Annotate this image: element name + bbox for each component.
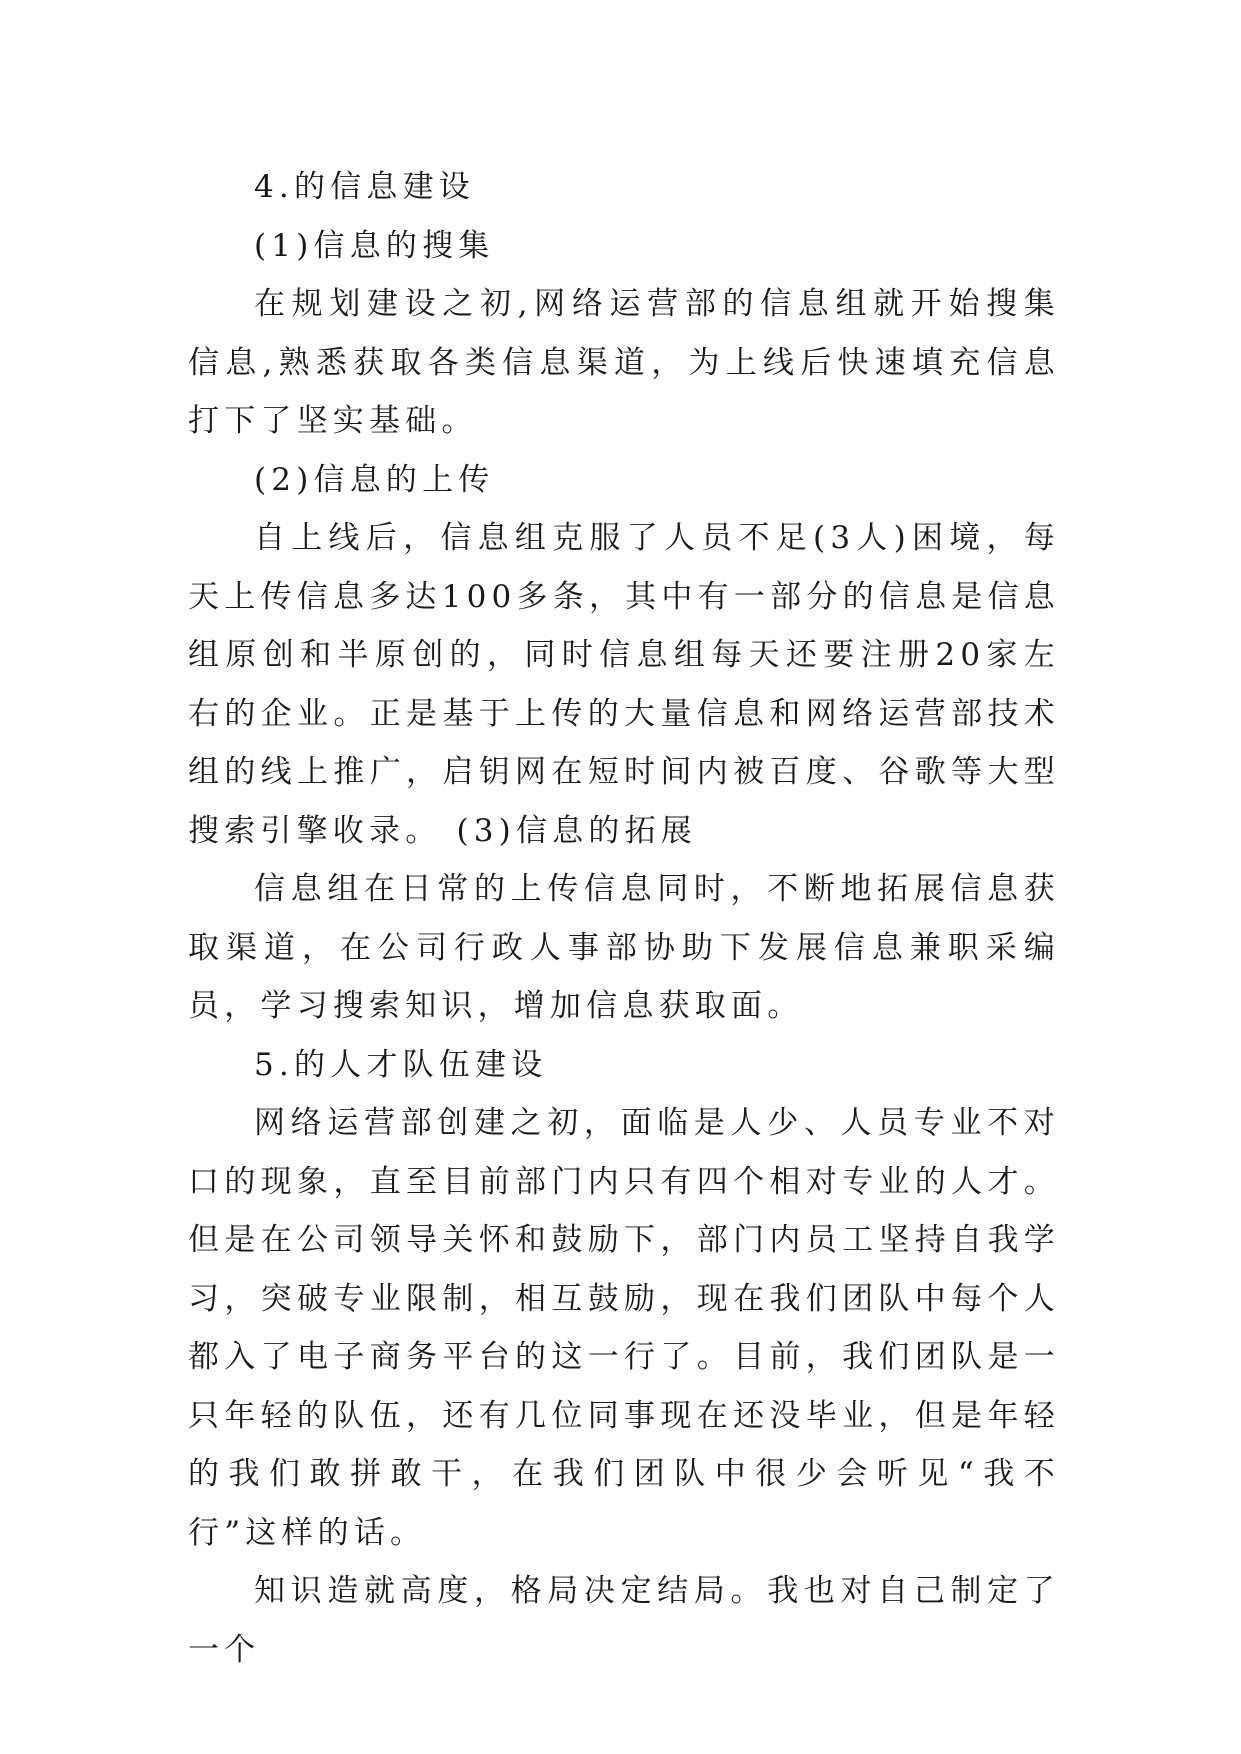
document-body [188,158,1060,1679]
paragraph-knowledge-closing: 知识造就高度，格局决定结局。我也对自己制定了一个 [188,1573,1060,1668]
subheading-info-collection: (1)信息的搜集 [254,227,495,264]
paragraph-info-collection: 在规划建设之初,网络运营部的信息组就开始搜集信息,熟悉获取各类信息渠道，为上线后快速填充信息打下了坚实基础。 [188,286,1060,439]
section-heading-info-building: 4.的信息建设 [254,169,475,205]
paragraph-info-expansion: 信息组在日常的上传信息同时，不断地拓展信息获取渠道，在公司行政人事部协助下发展信息兼职采编员，学习搜索知识，增加信息获取面。 [188,871,1060,1024]
paragraph-talent-team: 网络运营部创建之初，面临是人少、人员专业不对口的现象，直至目前部门内只有四个相对专业的人才。但是在公司领导关怀和鼓励下，部门内员工坚持自我学习，突破专业限制，相互鼓励，现在我们团队中每个人都入了电子商务平台的这一行了。目前，我们团队是一只年轻的队伍，还有几位同事现在还没毕业，但是年轻的我们敢拼敢干，在我们团队中很少会听见“我不行”这样的话。 [188,1105,1060,1551]
section-heading-talent-team: 5.的人才队伍建设 [254,1046,548,1083]
paragraph-info-upload: 自上线后，信息组克服了人员不足(3人)困境，每天上传信息多达100多条，其中有一部分的信息是信息组原创和半原创的，同时信息组每天还要注册20家左右的企业。正是基于上传的大量信息和网络运营部技术组的线上推广，启钥网在短时间内被百度、谷歌等大型搜索引擎收录。 (3)信息的拓展 [188,520,1060,849]
subheading-info-upload: (2)信息的上传 [254,461,495,498]
